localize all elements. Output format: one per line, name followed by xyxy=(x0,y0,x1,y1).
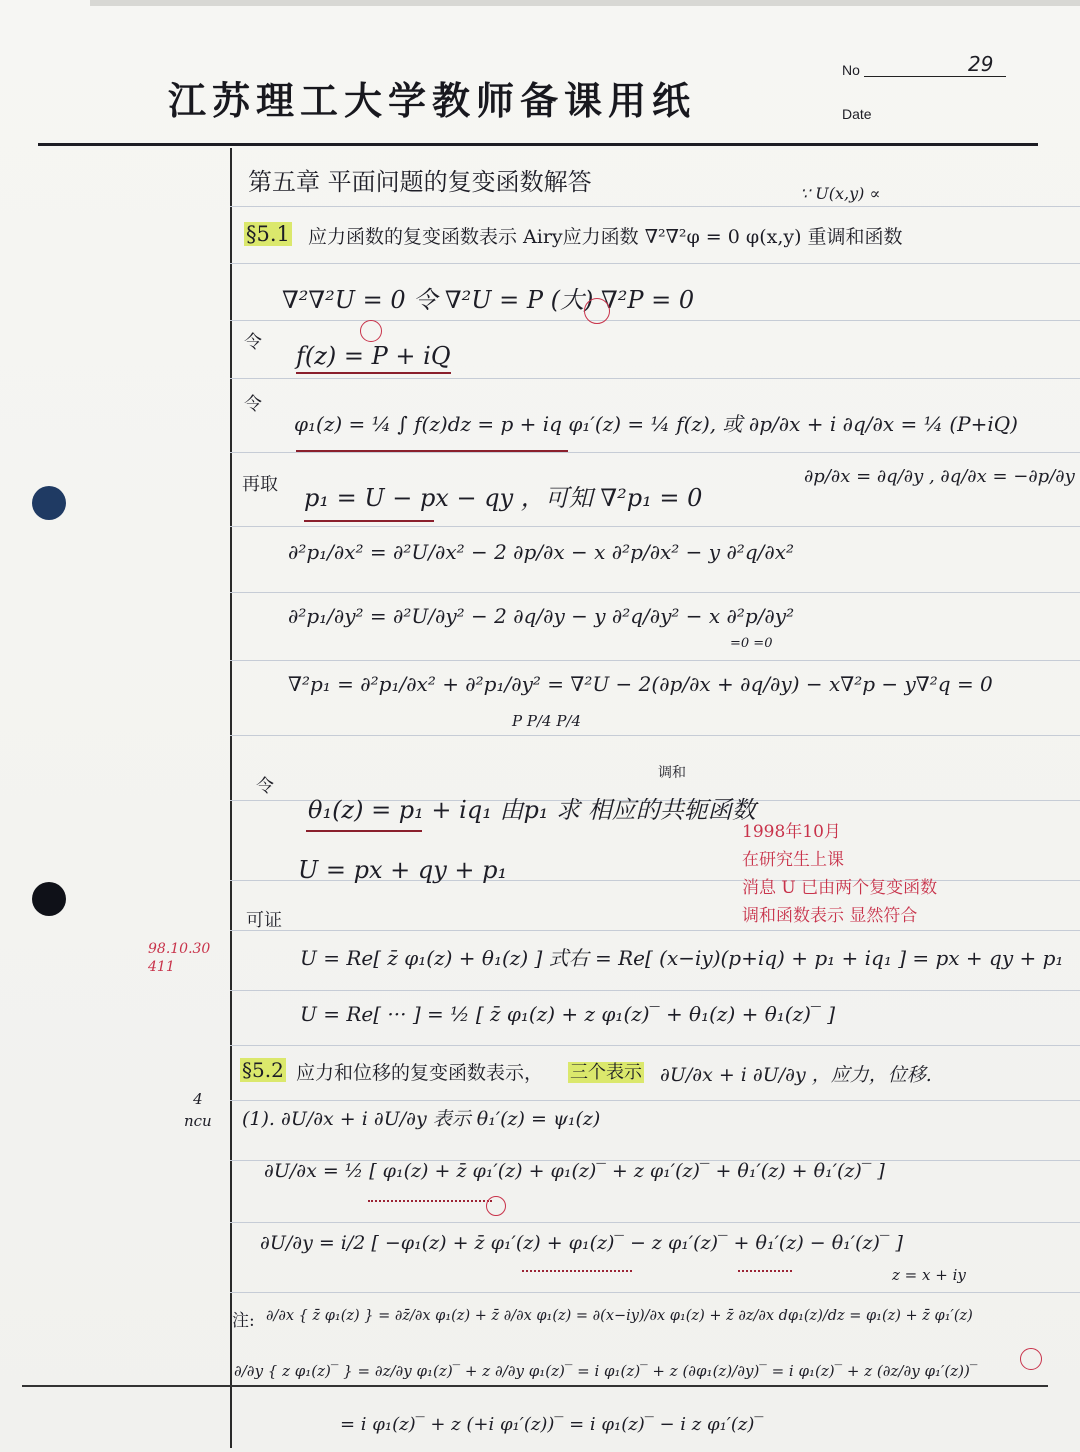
equation: U = px + qy + p₁ xyxy=(298,856,508,884)
annotation: P P/4 P/4 xyxy=(512,712,582,730)
label: 可证 xyxy=(246,910,282,931)
equation: ∂²p₁/∂y² = ∂²U/∂y² − 2 ∂q/∂y − y ∂²q/∂y² − x ∂²p/∂y² xyxy=(288,604,795,628)
section-heading: 应力和位移的复变函数表示， xyxy=(296,1062,544,1084)
ruled-line xyxy=(230,378,1080,379)
red-handwritten-note: 1998年10月 在研究生上课 消息 U 已由两个复变函数 调和函数表示 显然符合 xyxy=(742,822,938,926)
ruled-line xyxy=(230,660,1080,661)
section-tag: §5.2 xyxy=(242,1058,284,1082)
equation: θ₁(z) = p₁ + iq₁ 由p₁ 求 相应的共轭函数 xyxy=(308,796,756,824)
ruled-line xyxy=(230,1100,1080,1101)
equation: ∂/∂y { z φ₁(z)‾ } = ∂z/∂y φ₁(z)‾ + z ∂/∂y φ₁(z)‾ = i φ₁(z)‾ + z (∂φ₁(z)/∂y)‾ = i φ₁(z)‾ + z (∂z/∂y φ₁′(z))‾ xyxy=(234,1362,978,1380)
margin-note: 4 ncu xyxy=(184,1090,212,1130)
no-label: No xyxy=(842,62,860,78)
equation: ∂/∂x { z̄ φ₁(z) } = ∂z̄/∂x φ₁(z) + z̄ ∂/∂x φ₁(z) = ∂(x−iy)/∂x φ₁(z) + z̄ ∂z/∂x dφ₁(z)/dz = φ₁(z) + z̄ φ₁′(z) xyxy=(266,1308,973,1324)
equation: p₁ = U − px − qy ，可知 ∇²p₁ = 0 xyxy=(304,484,703,512)
page-top-edge xyxy=(90,0,1080,6)
red-circle-mark xyxy=(360,320,382,342)
ruled-line xyxy=(230,452,1080,453)
annotation: z = x + iy xyxy=(892,1266,966,1284)
red-circle-mark xyxy=(1020,1348,1042,1370)
ruled-line xyxy=(230,1222,1080,1223)
ruled-line xyxy=(230,735,1080,736)
equation: ∇²p₁ = ∂²p₁/∂x² + ∂²p₁/∂y² = ∇²U − 2(∂p/∂x + ∂q/∂y) − x∇²p − y∇²q = 0 xyxy=(288,672,993,696)
ling-label: 令 xyxy=(244,332,262,353)
section-heading: 应力函数的复变函数表示 Airy应力函数 ∇²∇²φ = 0 φ(x,y) 重调和函数 xyxy=(308,226,903,248)
ruled-line xyxy=(230,1045,1080,1046)
bottom-rule xyxy=(22,1385,1048,1387)
binder-hole xyxy=(32,882,66,916)
red-circle-mark xyxy=(584,298,610,324)
binder-hole xyxy=(32,486,66,520)
equation: ∂U/∂y = i/2 [ −φ₁(z) + z̄ φ₁′(z) + φ₁(z)‾ − z φ₁′(z)‾ + θ₁′(z) − θ₁′(z)‾ ] xyxy=(260,1232,903,1254)
margin-line xyxy=(230,148,232,1448)
annotation: =0 =0 xyxy=(730,636,773,651)
equation: = i φ₁(z)‾ + z (+i φ₁′(z))‾ = i φ₁(z)‾ − i z φ₁′(z)‾ xyxy=(340,1414,764,1435)
equation: U = Re[ z̄ φ₁(z) + θ₁(z) ] 式右 = Re[ (x−iy)(p+iq) + p₁ + iq₁ ] = px + qy + p₁ xyxy=(300,946,1064,970)
header-rule xyxy=(38,143,1038,146)
ling-label: 令 xyxy=(244,394,262,415)
red-underline xyxy=(296,442,568,452)
header-title: 江苏理工大学教师备课用纸 xyxy=(168,78,697,123)
ruled-line xyxy=(230,526,1080,527)
red-wavy-underline xyxy=(368,1192,492,1202)
ruled-line xyxy=(230,206,1080,207)
ling-label: 令 xyxy=(256,776,274,797)
no-underline xyxy=(864,76,1006,77)
red-underline xyxy=(304,512,434,522)
section-tag: §5.1 xyxy=(246,222,290,246)
date-label: Date xyxy=(842,106,872,122)
equation: φ₁(z) = ¼ ∫ f(z)dz = p + iq φ₁′(z) = ¼ f(z), 或 ∂p/∂x + i ∂q/∂x = ¼ (P+iQ) xyxy=(294,412,1018,436)
red-underline xyxy=(306,822,422,832)
note-label: 注: xyxy=(232,1311,255,1331)
equation: ∂²p₁/∂x² = ∂²U/∂x² − 2 ∂p/∂x − x ∂²p/∂x² − y ∂²q/∂x² xyxy=(288,540,794,564)
cauchy-riemann: ∂p/∂x = ∂q/∂y , ∂q/∂x = −∂p/∂y xyxy=(804,466,1075,487)
equation: f(z) = P + iQ xyxy=(296,342,451,374)
equation: ∇²∇²U = 0 令 ∇²U = P (大) ∇²P = 0 xyxy=(282,286,695,314)
margin-note-date: 98.10.30 411 xyxy=(148,941,211,975)
ruled-line xyxy=(230,263,1080,264)
ruled-line xyxy=(230,320,1080,321)
page-number: 29 xyxy=(968,52,994,76)
ruled-line xyxy=(230,990,1080,991)
ruled-line xyxy=(230,930,1080,931)
ruled-line xyxy=(230,592,1080,593)
label: 再取 xyxy=(242,474,278,495)
red-circle-mark xyxy=(486,1196,506,1216)
red-wavy-underline xyxy=(522,1262,632,1272)
equation: ∂U/∂x = ½ [ φ₁(z) + z̄ φ₁′(z) + φ₁(z)‾ + z φ₁′(z)‾ + θ₁′(z) + θ₁′(z)‾ ] xyxy=(264,1160,885,1182)
equation: (1). ∂U/∂x + i ∂U/∂y 表示 θ₁′(z) = ψ₁(z) xyxy=(242,1108,601,1130)
equation: U = Re[ ··· ] = ½ [ z̄ φ₁(z) + z φ₁(z)‾ + θ₁(z) + θ₁(z)‾ ] xyxy=(300,1002,836,1026)
annotation: 调和 xyxy=(658,765,686,781)
ruled-line xyxy=(230,1292,1080,1293)
red-wavy-underline xyxy=(738,1262,792,1272)
chapter-heading: 第五章 平面问题的复变函数解答 xyxy=(248,168,592,196)
top-note: ∵ U(x,y) ∝ xyxy=(800,184,881,203)
highlight-text: 三个表示 xyxy=(570,1062,642,1083)
section-heading-rest: ∂U/∂x + i ∂U/∂y ，应力，位移. xyxy=(660,1064,932,1086)
